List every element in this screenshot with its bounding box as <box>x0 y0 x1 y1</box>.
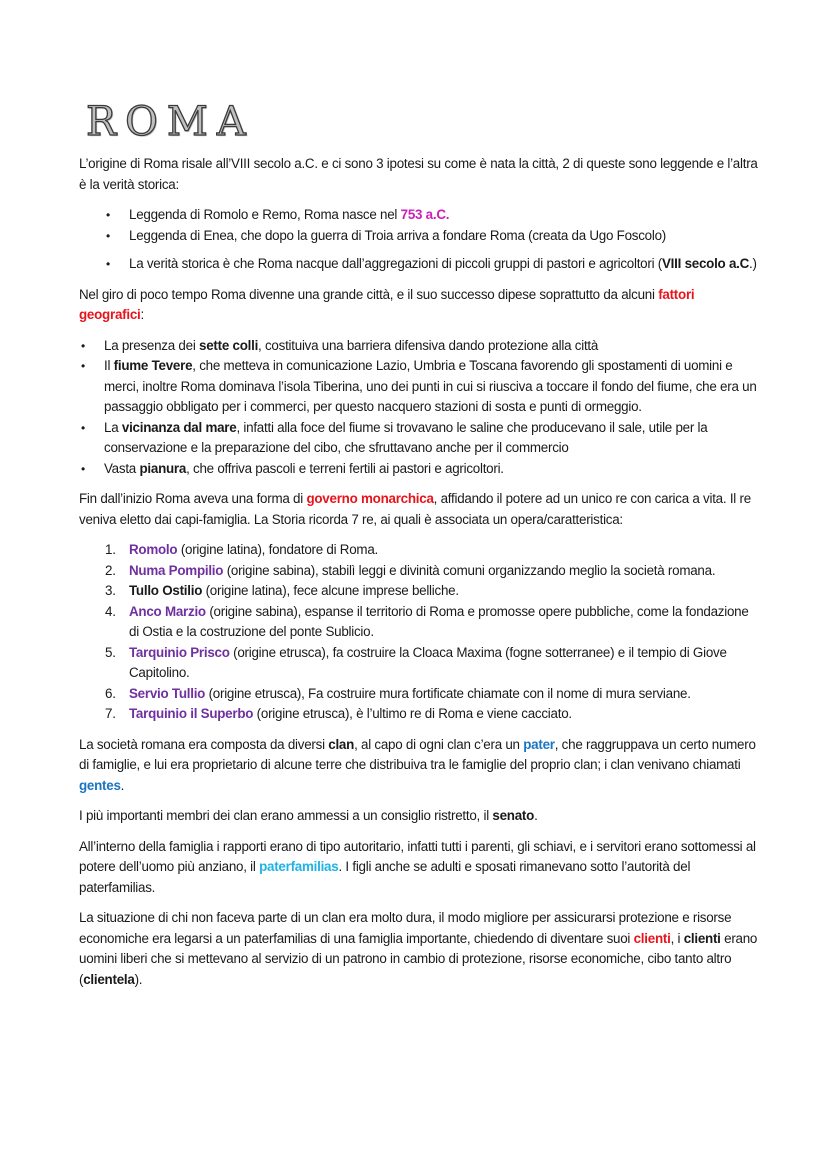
list-item: • Il fiume Tevere, che metteva in comunicazione Lazio, Umbria e Toscana favorendo gli spostamenti di uomini e merci, inoltre Roma dominava l’isola Tiberina, uno dei punti in cui si riusciva a toccare il fondo del fiume, che era un passaggio obbligato per i commerci, per questo nacquero stazioni di sosta e punti di ormeggio. <box>81 358 757 414</box>
page-title: ROMA <box>86 99 255 145</box>
list-item: 7. Tarquinio il Superbo (origine etrusca), è l’ultimo re di Roma e viene cacciato. <box>79 704 759 725</box>
list-number: 1. <box>105 542 116 557</box>
list-item: • Leggenda di Romolo e Remo, Roma nasce nel 753 a.C. <box>79 205 759 226</box>
list-item: 5. Tarquinio Prisco (origine etrusca), fa costruire la Cloaca Maxima (fogne sotterranee) e il tempio di Giove Capitolino. <box>105 644 727 680</box>
list-item: • La vicinanza dal mare, infatti alla foce del fiume si trovavano le saline che producevano il sale, utile per la conservazione e la preparazione del cibo, che sfruttavano anche per il commercio <box>81 419 708 455</box>
bullet-icon: • <box>81 420 85 435</box>
bullet-icon: • <box>81 338 85 353</box>
list-number: 3. <box>105 583 116 598</box>
list-item: 6. Servio Tullio (origine etrusca), Fa costruire mura fortificate chiamate con il nome di mura serviane. <box>79 684 759 705</box>
bullet-icon: • <box>106 208 110 222</box>
highlight-keyword: fattori geografici <box>79 286 695 322</box>
king-name: Tarquinio il Superbo <box>129 706 254 721</box>
list-number: 6. <box>105 685 116 701</box>
highlight-date: 753 a.C. <box>400 207 450 222</box>
list-number: 7. <box>105 706 116 721</box>
bold-term: VIII secolo a.C <box>662 256 750 271</box>
bullet-icon: • <box>81 461 85 476</box>
bullet-icon: • <box>106 257 110 271</box>
document-page <box>79 96 759 1000</box>
list-item: • La verità storica è che Roma nacque dall’aggregazioni di piccoli gruppi di pastori e agricoltori (VIII secolo a.C.) <box>79 254 759 275</box>
list-number: 5. <box>105 644 116 660</box>
government-paragraph: Fin dall’inizio Roma aveva una forma di governo monarchica, affidando il potere ad un unico re con carica a vita. Il re veniva eletto dai capi-famiglia. La Storia ricorda 7 re, ai quali è associata un opera/caratteristica: <box>79 491 751 527</box>
king-name: Tarquinio Prisco <box>129 644 230 660</box>
highlight-term: pater <box>523 736 555 752</box>
intro-paragraph: L’origine di Roma risale all’VIII secolo a.C. e ci sono 3 ipotesi su come è nata la città, 2 di queste sono leggende e l’altra è la verità storica: <box>79 156 758 192</box>
highlight-keyword: clienti <box>633 930 671 946</box>
kings-list <box>79 540 759 725</box>
list-item: 4. Anco Marzio (origine sabina), espanse il territorio di Roma e promosse opere pubbliche, come la fondazione di Ostia e la costruzione del ponte Sublicio. <box>105 603 749 639</box>
list-item: 2. Numa Pompilio (origine sabina), stabilì leggi e divinità comuni organizzando meglio la società romana. <box>79 561 759 582</box>
geo-factors-list <box>79 336 759 480</box>
family-paragraph: All’interno della famiglia i rapporti erano di tipo autoritario, infatti tutti i parenti, gli schiavi, e i servitori erano sottomessi al potere dell’uomo più anziano, il paterfamilias. I figli anche se adulti e sposati rimanevano sotto l’autorità del paterfamilias. <box>79 838 756 895</box>
highlight-term: gentes <box>79 777 121 793</box>
clients-paragraph: La situazione di chi non faceva parte di un clan era molto dura, il modo migliore per assicurarsi protezione e risorse economiche era legarsi a un paterfamilias di una famiglia importante, chiedendo di diventare suoi clienti, i clienti erano uomini liberi che si mettevano al servizio di un patrono in cambio di protezione, risorse economiche, cibo tanto altro (clientela). <box>79 910 758 987</box>
list-item: • Vasta pianura, che offriva pascoli e terreni fertili ai pastori e agricoltori. <box>79 459 759 480</box>
senate-paragraph: I più importanti membri dei clan erano ammessi a un consiglio ristretto, il senato. <box>79 808 538 823</box>
king-name: Tullo Ostilio <box>129 583 203 598</box>
king-name: Romolo <box>129 542 178 557</box>
list-item: • Leggenda di Enea, che dopo la guerra di Troia arriva a fondare Roma (creata da Ugo Foscolo) <box>79 226 759 247</box>
list-item: • La presenza dei sette colli, costituiva una barriera difensiva dando protezione alla città <box>79 336 759 357</box>
list-item: 1. Romolo (origine latina), fondatore di Roma. <box>79 540 759 561</box>
list-number: 2. <box>105 562 116 578</box>
society-paragraph: La società romana era composta da diversi clan, al capo di ogni clan c’era un pater, che raggruppava un certo numero di famiglie, e lui era proprietario di alcune terre che distribuiva tra le famiglie del proprio clan; i clan venivano chiamati gentes. <box>79 736 756 793</box>
highlight-term: paterfamilias <box>259 859 339 874</box>
geo-intro-paragraph: Nel giro di poco tempo Roma divenne una grande città, e il suo successo dipese soprattutto da alcuni fattori geografici: <box>79 286 695 322</box>
king-name: Numa Pompilio <box>129 562 224 578</box>
king-name: Servio Tullio <box>129 685 206 701</box>
list-item: 3. Tullo Ostilio (origine latina), fece alcune imprese belliche. <box>79 581 759 602</box>
bullet-icon: • <box>81 359 85 373</box>
bullet-icon: • <box>106 228 110 243</box>
list-number: 4. <box>105 603 116 619</box>
king-name: Anco Marzio <box>129 603 206 619</box>
highlight-keyword: governo monarchica <box>306 491 434 506</box>
hypotheses-list <box>79 205 759 275</box>
